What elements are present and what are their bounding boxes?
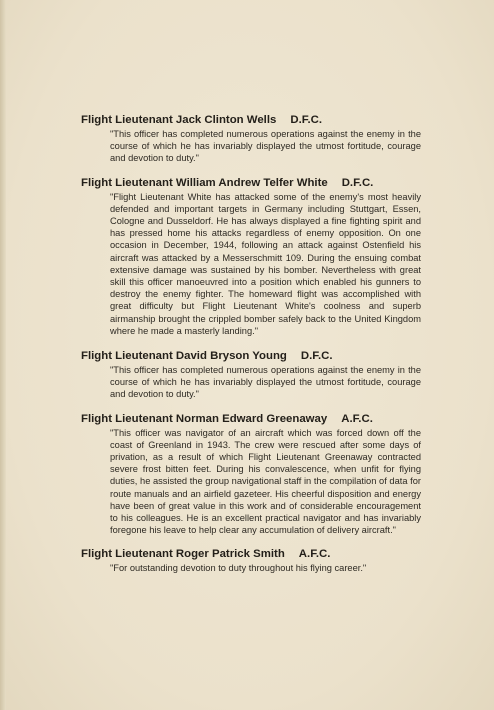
page-binding-edge bbox=[0, 0, 6, 710]
citation-text: "This officer has completed numerous operations against the enemy in the course of which he has invariably displayed the utmost fortitude, courage and devotion to duty." bbox=[110, 365, 421, 400]
award-name: D.F.C. bbox=[341, 176, 374, 189]
officer-name: Flight Lieutenant Roger Patrick Smith bbox=[81, 548, 285, 561]
citation-list bbox=[81, 113, 421, 575]
officer-name: Flight Lieutenant Norman Edward Greenaway bbox=[81, 412, 328, 425]
entry-heading bbox=[81, 113, 421, 127]
entry-heading bbox=[81, 412, 421, 426]
citation-entry-young bbox=[81, 349, 421, 401]
award-name: D.F.C. bbox=[290, 114, 322, 126]
award-name: A.F.C. bbox=[298, 548, 331, 561]
officer-name: Flight Lieutenant Jack Clinton Wells bbox=[81, 114, 277, 126]
award-name: A.F.C. bbox=[341, 412, 373, 425]
citation-text: "Flight Lieutenant White has attacked some of the enemy's most heavily defended and important targets in Germany including Stuttgart, Essen, Cologne and Dusseldorf. He has always displayed a fine fighting spirit and has pressed home his attacks regardless of enemy opposition. On one occasion in December, 1944, following an attack against Ostenfield his aircraft was attacked by a Messerschmitt 109. During the ensuing combat extensive damage was sustained by his bomber. Nevertheless with great skill this officer manoeuvred into a position which enabled his gunners to destroy the enemy fighter. The homeward flight was accomplished with great difficulty but Flight Lieutenant White's coolness and superb airmanship brought the crippled bomber safely back to the United Kingdom where he made a masterly landing." bbox=[110, 191, 421, 336]
citation-entry-white bbox=[81, 176, 421, 337]
citation-text: "This officer was navigator of an aircraft which was forced down off the coast of Greenland in 1943. The crew were rescued after some days of privation, as a result of which Flight Lieutenant Greenaway contracted severe frost bitten feet. During his convalescence, when unfit for flying duties, he assisted the group navigational staff in the compilation of data for route manuals and an airfield gazeteer. His cheerful disposition and energy have been of great value in this work and of considerable encouragement to his colleagues. He is an excellent practical navigator and has invariably foregone his leave to help clear any accumulation of delivery aircraft." bbox=[110, 427, 421, 536]
officer-name: Flight Lieutenant David Bryson Young bbox=[81, 350, 287, 363]
award-name: D.F.C. bbox=[300, 350, 333, 363]
officer-name: Flight Lieutenant William Andrew Telfer White bbox=[81, 176, 328, 189]
citation-entry-greenaway bbox=[81, 412, 421, 537]
citation-text: "For outstanding devotion to duty throughout his flying career." bbox=[110, 563, 367, 574]
entry-heading bbox=[81, 547, 421, 561]
citation-entry-wells bbox=[81, 113, 421, 165]
entry-heading bbox=[81, 349, 421, 363]
entry-heading bbox=[81, 176, 421, 190]
citation-entry-smith bbox=[81, 547, 421, 574]
citation-text: "This officer has completed numerous operations against the enemy in the course of which he has invariably displayed the utmost fortitude, courage and devotion to duty." bbox=[110, 129, 421, 164]
